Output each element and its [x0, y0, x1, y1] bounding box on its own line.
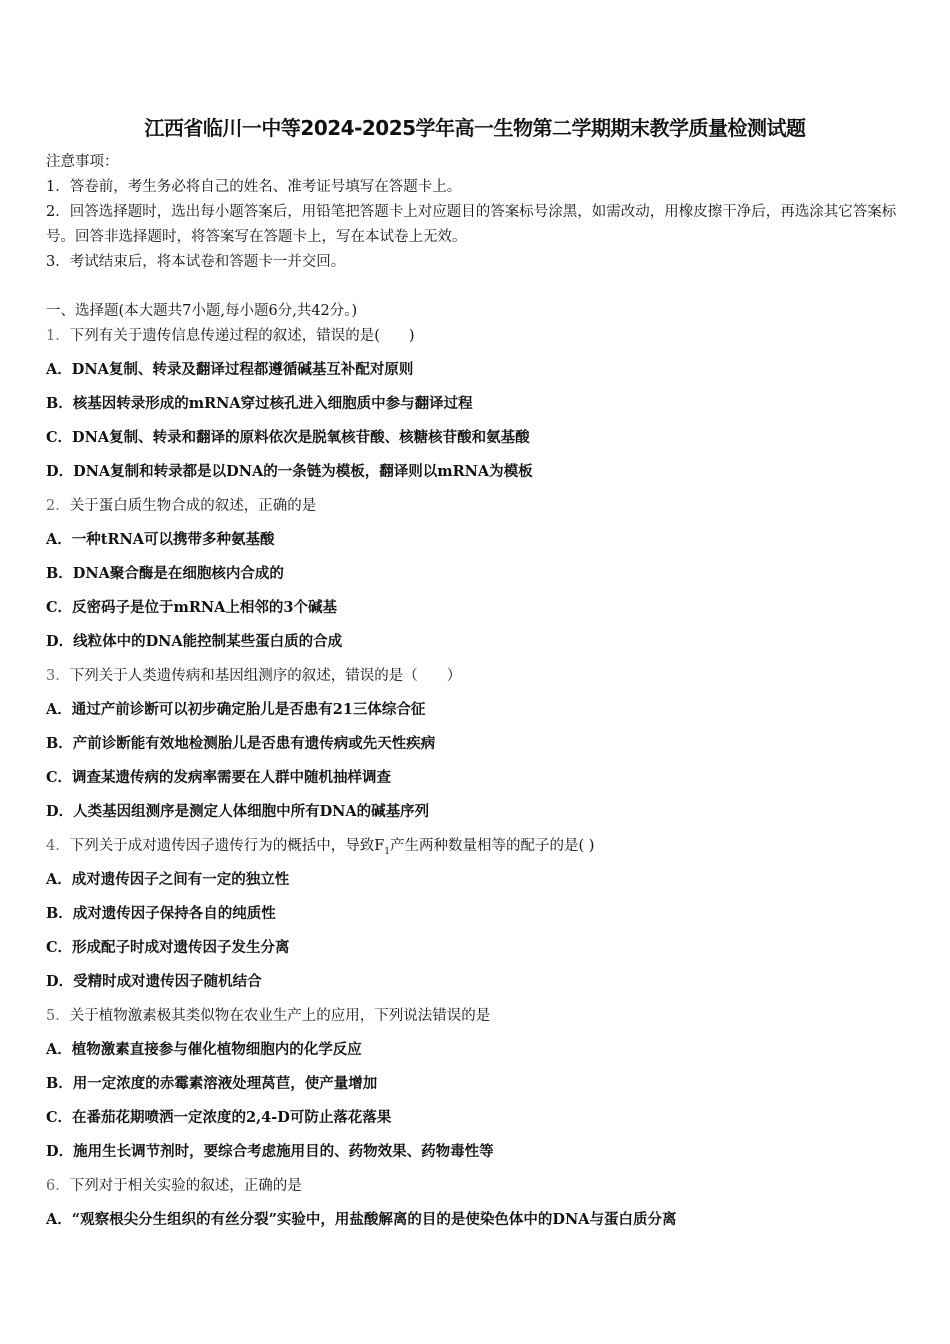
option-c: C．调查某遗传病的发病率需要在人群中随机抽样调查 — [46, 769, 392, 786]
option-d: D．受精时成对遗传因子随机结合 — [46, 973, 262, 990]
question-text: 产生两种数量相等的配子的是( ) — [390, 838, 595, 854]
notice-item: 1．答卷前，考生务必将自己的姓名、准考证号填写在答题卡上。 — [46, 179, 462, 195]
question-text: 下列对于相关实验的叙述，正确的是 — [69, 1178, 302, 1194]
question-stem — [46, 496, 316, 516]
option-a: A．DNA复制、转录及翻译过程都遵循碱基互补配对原则 — [46, 361, 414, 378]
document-title: 江西省临川一中等2024-2025学年高一生物第二学期期末教学质量检测试题 — [144, 116, 806, 140]
question-stem — [46, 1006, 490, 1026]
notice-item: 2．回答选择题时，选出每小题答案后，用铅笔把答题卡上对应题目的答案标号涂黑，如需改动，用橡皮擦干净后，再选涂其它答案标号。回答非选择题时，将答案写在答题卡上，写在本试卷上无效。 — [46, 204, 897, 245]
option-d: D．DNA复制和转录都是以DNA的一条链为模板，翻译则以mRNA为模板 — [46, 463, 533, 480]
notice-heading: 注意事项： — [46, 154, 119, 170]
option-c: C．反密码子是位于mRNA上相邻的3个碱基 — [46, 599, 338, 616]
option-b: B．产前诊断能有效地检测胎儿是否患有遗传病或先天性疾病 — [46, 735, 436, 752]
option-b: B．DNA聚合酶是在细胞核内合成的 — [46, 565, 284, 582]
question-text: 关于植物激素极其类似物在农业生产上的应用，下列说法错误的是 — [69, 1008, 491, 1024]
notice-block — [46, 150, 906, 275]
option-d: D．线粒体中的DNA能控制某些蛋白质的合成 — [46, 633, 343, 650]
notice-item: 3．考试结束后，将本试卷和答题卡一并交回。 — [46, 254, 346, 270]
option-d: D．施用生长调节剂时，要综合考虑施用目的、药物效果、药物毒性等 — [46, 1143, 494, 1160]
question-number: 2． — [46, 498, 70, 514]
question-stem — [46, 836, 594, 862]
option-a: A．“观察根尖分生组织的有丝分裂”实验中，用盐酸解离的目的是使染色体中的DNA与蛋白质分离 — [46, 1211, 677, 1228]
subscript: 1 — [384, 846, 391, 857]
option-a: A．通过产前诊断可以初步确定胎儿是否患有21三体综合征 — [46, 701, 426, 718]
option-b: B．核基因转录形成的mRNA穿过核孔进入细胞质中参与翻译过程 — [46, 395, 473, 412]
question-stem — [46, 666, 461, 686]
option-b: B．成对遗传因子保持各自的纯质性 — [46, 905, 276, 922]
option-d: D．人类基因组测序是测定人体细胞中所有DNA的碱基序列 — [46, 803, 430, 820]
question-number: 6． — [46, 1178, 70, 1194]
option-c: C．DNA复制、转录和翻译的原料依次是脱氧核苷酸、核糖核苷酸和氨基酸 — [46, 429, 530, 446]
option-a: A．植物激素直接参与催化植物细胞内的化学反应 — [46, 1041, 362, 1058]
option-c: C．在番茄花期喷洒一定浓度的2,4-D可防止落花落果 — [46, 1109, 392, 1126]
option-a: A．一种tRNA可以携带多种氨基酸 — [46, 531, 275, 548]
option-b: B．用一定浓度的赤霉素溶液处理莴苣，使产量增加 — [46, 1075, 378, 1092]
question-stem — [46, 326, 415, 346]
question-number: 5． — [46, 1008, 70, 1024]
section-heading: 一、选择题(本大题共7小题,每小题6分,共42分。) — [46, 303, 358, 319]
option-c: C．形成配子时成对遗传因子发生分离 — [46, 939, 290, 956]
question-text: 下列有关于遗传信息传递过程的叙述，错误的是( ) — [69, 328, 415, 344]
question-number: 1． — [46, 328, 70, 344]
question-number: 4． — [46, 838, 70, 854]
option-a: A．成对遗传因子之间有一定的独立性 — [46, 871, 290, 888]
question-text: 下列关于成对遗传因子遗传行为的概括中，导致F — [69, 838, 385, 854]
question-number: 3． — [46, 668, 70, 684]
question-text: 关于蛋白质生物合成的叙述，正确的是 — [69, 498, 317, 514]
question-stem — [46, 1176, 302, 1196]
question-text: 下列关于人类遗传病和基因组测序的叙述，错误的是（ ） — [69, 668, 462, 684]
